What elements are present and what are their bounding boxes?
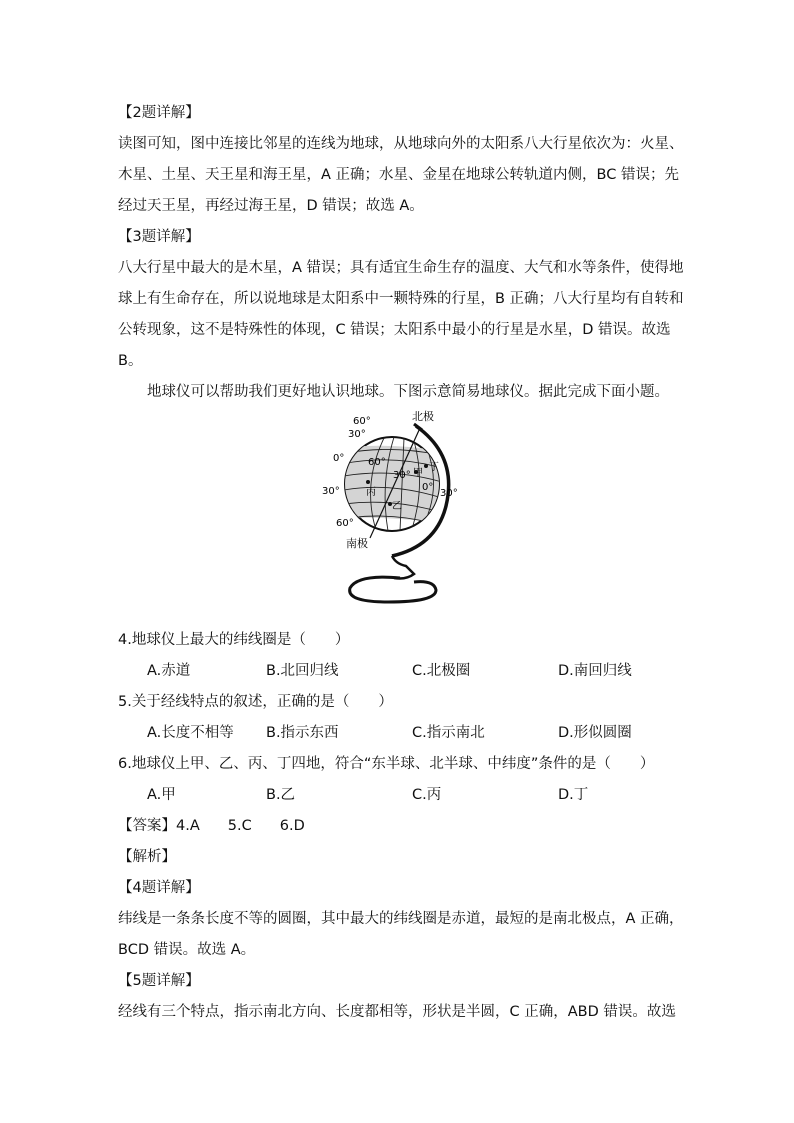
inner-label-30e: 30° (440, 488, 458, 499)
lat-label-60n: 60° (353, 416, 371, 427)
q4-detail-header: 【4题详解】 (118, 880, 200, 896)
point-label-yi: 乙 (392, 501, 402, 512)
answer-6: 6.D (279, 818, 305, 834)
q4-detail-line: 纬线是一条条长度不等的圆圈，其中最大的纬线圈是赤道，最短的是南北极点，A 正确， (118, 911, 684, 927)
option-d: D.丁 (558, 787, 589, 803)
q4-detail-line: BCD 错误。故选 A。 (118, 942, 256, 958)
answer-4: 4.A (176, 818, 200, 834)
option-b: B.指示东西 (266, 725, 339, 741)
option-a: A.赤道 (147, 663, 191, 679)
question-5-options (118, 718, 678, 749)
option-a: A.甲 (147, 787, 176, 803)
option-d: D.形似圆圈 (558, 725, 632, 741)
inner-label-0: 0° (422, 482, 434, 493)
question-intro: 地球仪可以帮助我们更好地认识地球。下图示意简易地球仪。据此完成下面小题。 (147, 384, 669, 400)
inner-label-30: 30° (393, 470, 411, 481)
answer-line (118, 811, 678, 842)
option-d: D.南回归线 (558, 663, 632, 679)
q5-detail-header: 【5题详解】 (118, 973, 200, 989)
q3-detail-line: 球上有生命存在，所以说地球是太阳系中一颗特殊的行星，B 正确；八大行星均有自转和 (118, 291, 684, 307)
south-pole-label: 南极 (346, 537, 368, 550)
q3-detail-header: 【3题详解】 (118, 229, 200, 245)
q2-detail-line: 经过天王星，再经过海王星，D 错误；故选 A。 (118, 198, 424, 214)
lat-label-60s: 60° (336, 518, 354, 529)
question-4-options (118, 656, 678, 687)
question-4-stem: 4.地球仪上最大的纬线圈是（ ） (118, 632, 350, 648)
north-pole-label: 北极 (412, 410, 434, 423)
lat-label-30n: 30° (348, 429, 366, 440)
q3-detail-line: B。 (118, 353, 143, 369)
question-6-options (118, 780, 678, 811)
point-ding (424, 464, 428, 468)
globe-figure (318, 406, 468, 610)
option-b: B.乙 (266, 787, 296, 803)
analysis-header: 【解析】 (118, 849, 176, 865)
q2-detail-line: 木星、土星、天王星和海王星，A 正确；水星、金星在地球公转轨道内侧，BC 错误；先 (118, 167, 679, 183)
answer-5: 5.C (227, 818, 252, 834)
answer-label: 【答案】 (118, 818, 176, 834)
option-c: C.指示南北 (412, 725, 485, 741)
lat-label-0: 0° (333, 453, 345, 464)
point-label-ding: 丁 (429, 462, 439, 473)
option-b: B.北回归线 (266, 663, 339, 679)
inner-label-60: 60° (368, 457, 386, 468)
point-bing (366, 480, 370, 484)
q3-detail-line: 公转现象，这不是特殊性的体现，C 错误；太阳系中最小的行星是水星，D 错误。故选 (118, 322, 671, 338)
globe-stand (392, 556, 414, 579)
question-5-stem: 5.关于经线特点的叙述，正确的是（ ） (118, 694, 393, 710)
q2-detail-line: 读图可知，图中连接比邻星的连线为地球，从地球向外的太阳系八大行星依次为：火星、 (118, 136, 684, 152)
globe-base (350, 577, 436, 602)
q5-detail-line: 经线有三个特点，指示南北方向、长度都相等，形状是半圆，C 正确，ABD 错误。故选 (118, 1004, 676, 1020)
option-c: C.丙 (412, 787, 442, 803)
option-a: A.长度不相等 (147, 725, 234, 741)
point-label-jia: 甲 (413, 468, 423, 479)
globe-diagram (318, 406, 468, 610)
point-label-bing: 丙 (366, 487, 376, 498)
question-6-stem: 6.地球仪上甲、乙、丙、丁四地，符合“东半球、北半球、中纬度”条件的是（ ） (118, 756, 655, 772)
q2-detail-header: 【2题详解】 (118, 105, 200, 121)
option-c: C.北极圈 (412, 663, 471, 679)
q3-detail-line: 八大行星中最大的是木星，A 错误；具有适宜生命生存的温度、大气和水等条件，使得地 (118, 260, 684, 276)
lat-label-30s: 30° (322, 486, 340, 497)
